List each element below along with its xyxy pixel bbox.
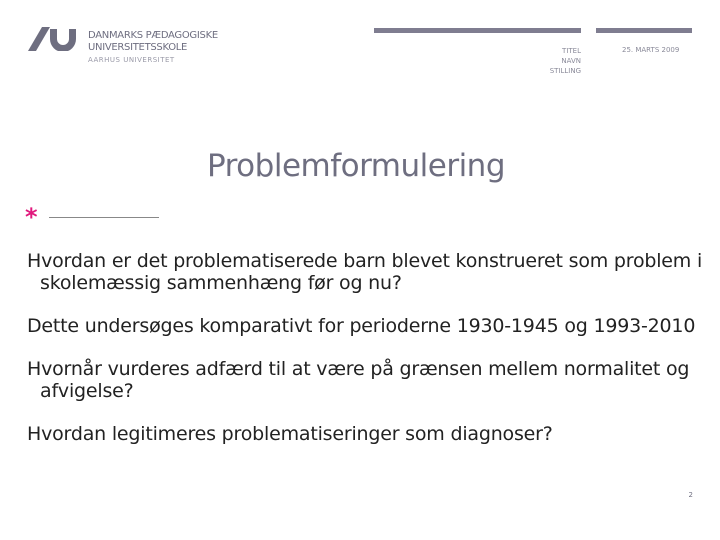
slide-body [27,250,707,466]
meta-title: TITEL [562,47,581,55]
page-number: 2 [688,491,693,499]
institution-line2: UNIVERSITETSSKOLE [88,42,188,53]
slide-date: 25. MARTS 2009 [622,46,680,54]
institution-line1: DANMARKS PÆDAGOGISKE [88,30,218,41]
meta-name: NAVN [561,57,581,65]
asterisk-icon: * [25,203,38,231]
header-bar-left [374,28,581,33]
paragraph: Hvordan legitimeres problematiseringer som diagnoser? [27,423,553,445]
header-bar-right [596,28,692,33]
paragraph: Dette undersøges komparativt for perioderne 1930-1945 og 1993-2010 [27,315,696,337]
university-name: AARHUS UNIVERSITET [88,56,175,64]
paragraph: Hvordan er det problematiserede barn blevet konstrueret som problem i skolemæssig sammenhæng før og nu? [27,250,703,294]
slide-title-text: Problemformulering [206,148,506,184]
slide-title [0,148,720,184]
institution-name [88,30,218,66]
divider [49,217,159,218]
paragraph: Hvornår vurderes adfærd til at være på grænsen mellem normalitet og afvigelse? [27,358,690,402]
presenter-meta [550,46,581,76]
meta-position: STILLING [549,67,581,75]
au-logo-icon [28,27,76,51]
